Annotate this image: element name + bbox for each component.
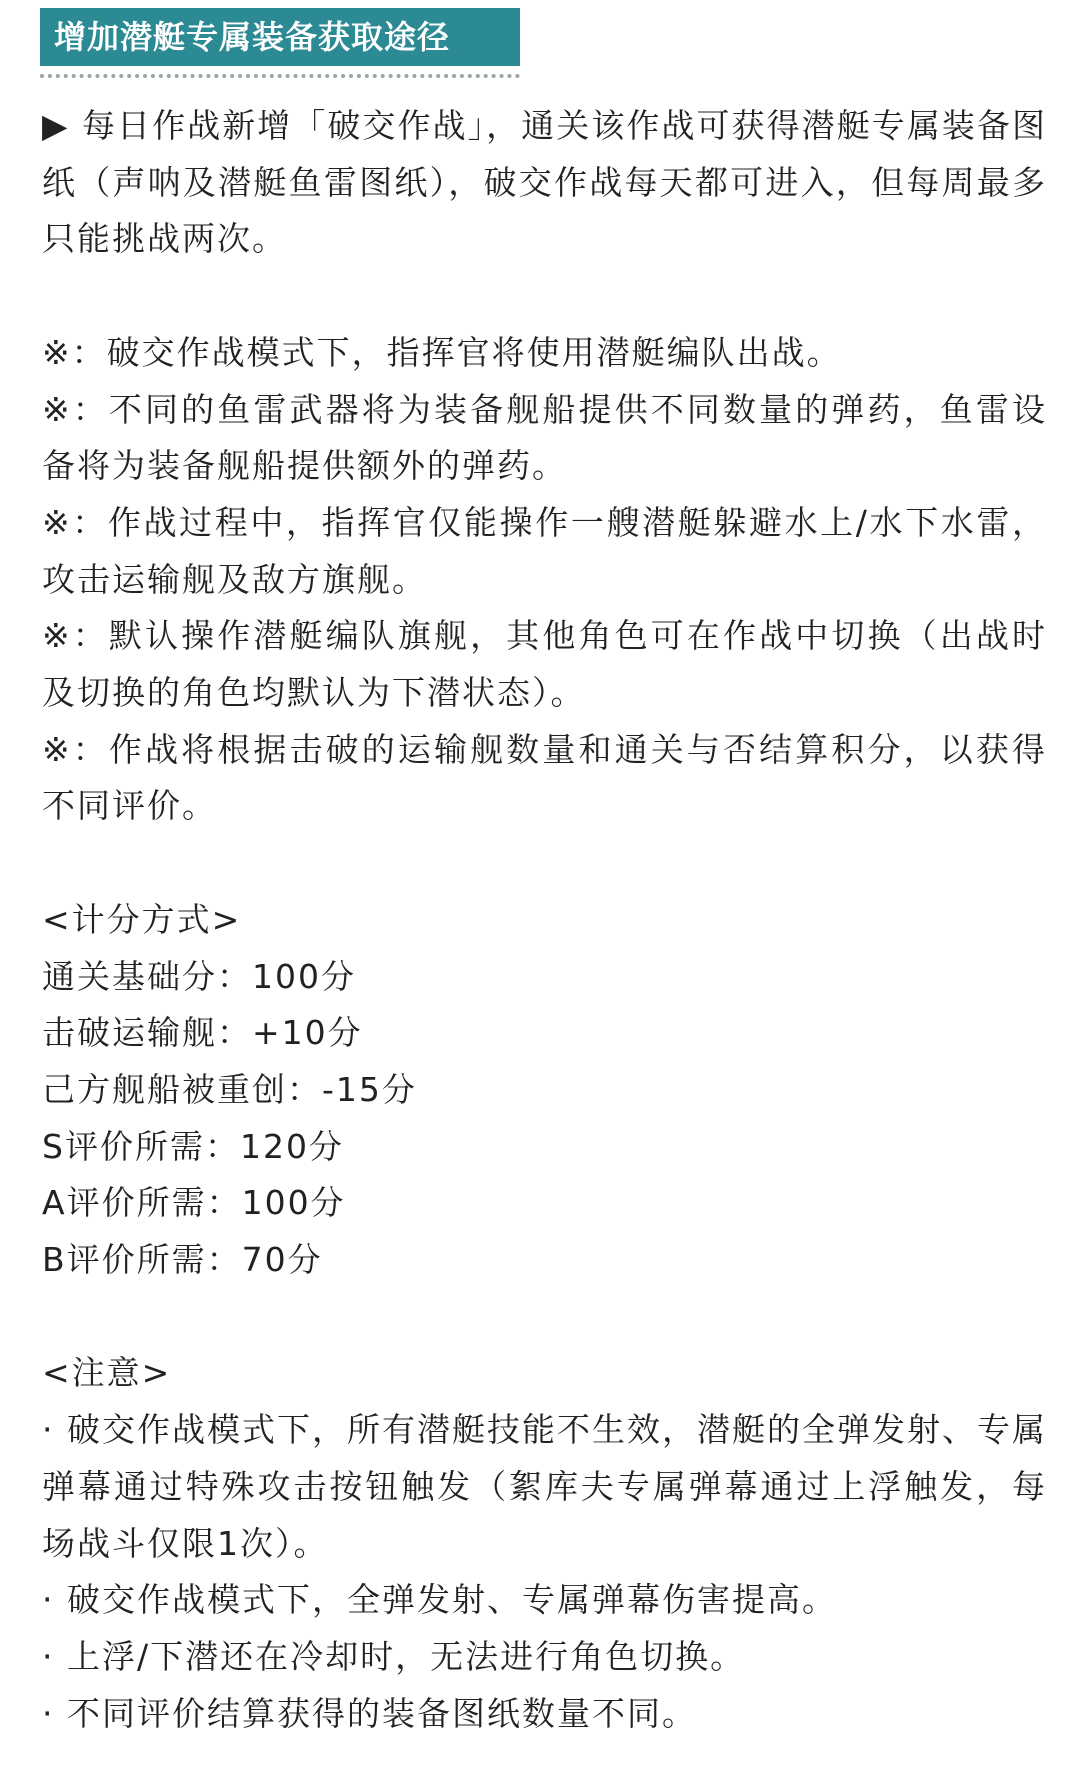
note-item: ※：作战将根据击破的运输舰数量和通关与否结算积分，以获得不同评价。 xyxy=(42,729,1047,826)
article-body xyxy=(42,98,1047,1742)
note-item: ※：不同的鱼雷武器将为装备舰船提供不同数量的弹药，鱼雷设备将为装备舰船提供额外的弹药。 xyxy=(42,389,1047,486)
caution-heading: <注意> xyxy=(42,1353,172,1393)
intro-paragraph: ▶ 每日作战新增「破交作战」，通关该作战可获得潜艇专属装备图纸（声呐及潜艇鱼雷图纸），破交作战每天都可进入，但每周最多只能挑战两次。 xyxy=(42,106,1047,259)
caution-item: · 破交作战模式下，所有潜艇技能不生效，潜艇的全弹发射、专属弹幕通过特殊攻击按钮触发（絮库夫专属弹幕通过上浮触发，每场战斗仅限1次）。 xyxy=(42,1410,1047,1563)
spacer xyxy=(42,268,1047,325)
scoring-line: 通关基础分：100分 xyxy=(42,956,356,996)
scoring-line: S评价所需：120分 xyxy=(42,1126,344,1166)
note-item: ※：破交作战模式下，指挥官将使用潜艇编队出战。 xyxy=(42,332,842,372)
scoring-line: B评价所需：70分 xyxy=(42,1240,323,1280)
caution-item: · 破交作战模式下，全弹发射、专属弹幕伤害提高。 xyxy=(42,1580,837,1620)
note-item: ※：默认操作潜艇编队旗舰，其他角色可在作战中切换（出战时及切换的角色均默认为下潜状态）。 xyxy=(42,616,1047,713)
scoring-heading: <计分方式> xyxy=(42,899,242,939)
section-title: 增加潜艇专属装备获取途径 xyxy=(40,8,520,66)
spacer xyxy=(42,835,1047,892)
caution-item: · 不同评价结算获得的装备图纸数量不同。 xyxy=(42,1693,697,1733)
caution-item: · 上浮/下潜还在冷却时，无法进行角色切换。 xyxy=(42,1636,746,1676)
scoring-line: 己方舰船被重创：-15分 xyxy=(42,1069,417,1109)
scoring-line: A评价所需：100分 xyxy=(42,1183,346,1223)
dotted-divider xyxy=(40,74,520,78)
note-item: ※：作战过程中，指挥官仅能操作一艘潜艇躲避水上/水下水雷，攻击运输舰及敌方旗舰。 xyxy=(42,502,1047,599)
spacer xyxy=(42,1289,1047,1346)
scoring-line: 击破运输舰：+10分 xyxy=(42,1013,363,1053)
